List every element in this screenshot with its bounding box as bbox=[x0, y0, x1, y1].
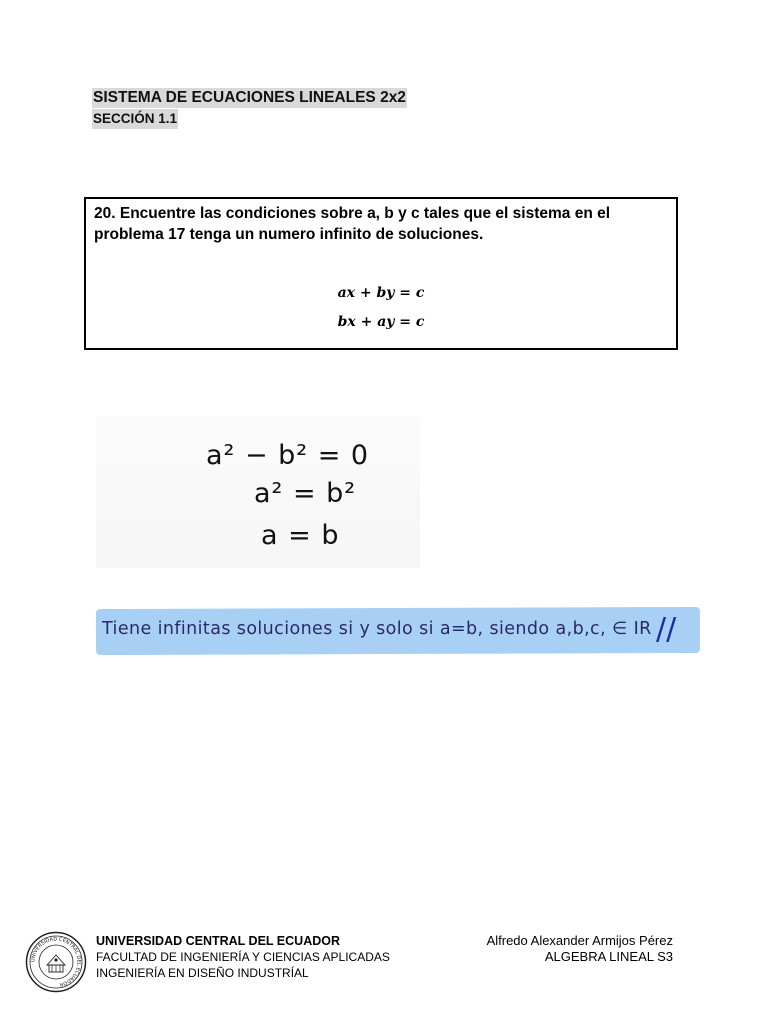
author-name: Alfredo Alexander Armijos Pérez bbox=[486, 933, 673, 948]
svg-text:UNIVERSIDAD CENTRAL DEL ECUADO: UNIVERSIDAD CENTRAL DEL ECUADOR bbox=[30, 936, 82, 988]
problem-box bbox=[84, 197, 678, 350]
section-label: SECCIÓN 1.1 bbox=[92, 109, 178, 129]
handwritten-conclusion: Tiene infinitas soluciones si y solo si a=b, siendo a,b,c, ∈ IR bbox=[102, 619, 652, 639]
footer-institution bbox=[96, 933, 390, 981]
work-line-3: a = b bbox=[261, 520, 340, 551]
work-line-1: a² − b² = 0 bbox=[206, 440, 370, 471]
document-header bbox=[92, 88, 407, 129]
career-name: INGENIERÍA EN DISEÑO INDUSTRÍAL bbox=[96, 966, 309, 980]
faculty-name: FACULTAD DE INGENIERÍA Y CIENCIAS APLICADAS bbox=[96, 950, 390, 964]
footer-author bbox=[487, 933, 673, 965]
problem-statement: 20. Encuentre las condiciones sobre a, b y c tales que el sistema en el problema 17 tenga un numero infinito de soluciones. bbox=[94, 205, 611, 243]
university-seal-icon bbox=[25, 931, 87, 993]
equation-1: ax + by = c bbox=[337, 285, 425, 301]
document-title: SISTEMA DE ECUACIONES LINEALES 2x2 bbox=[93, 89, 406, 106]
handwritten-work-image bbox=[96, 416, 420, 568]
work-line-2: a² = b² bbox=[254, 478, 357, 509]
equation-2: bx + ay = c bbox=[337, 314, 425, 330]
course-name: ALGEBRA LINEAL S3 bbox=[544, 949, 673, 964]
university-name: UNIVERSIDAD CENTRAL DEL ECUADOR bbox=[96, 934, 341, 948]
end-mark: // bbox=[656, 612, 677, 647]
